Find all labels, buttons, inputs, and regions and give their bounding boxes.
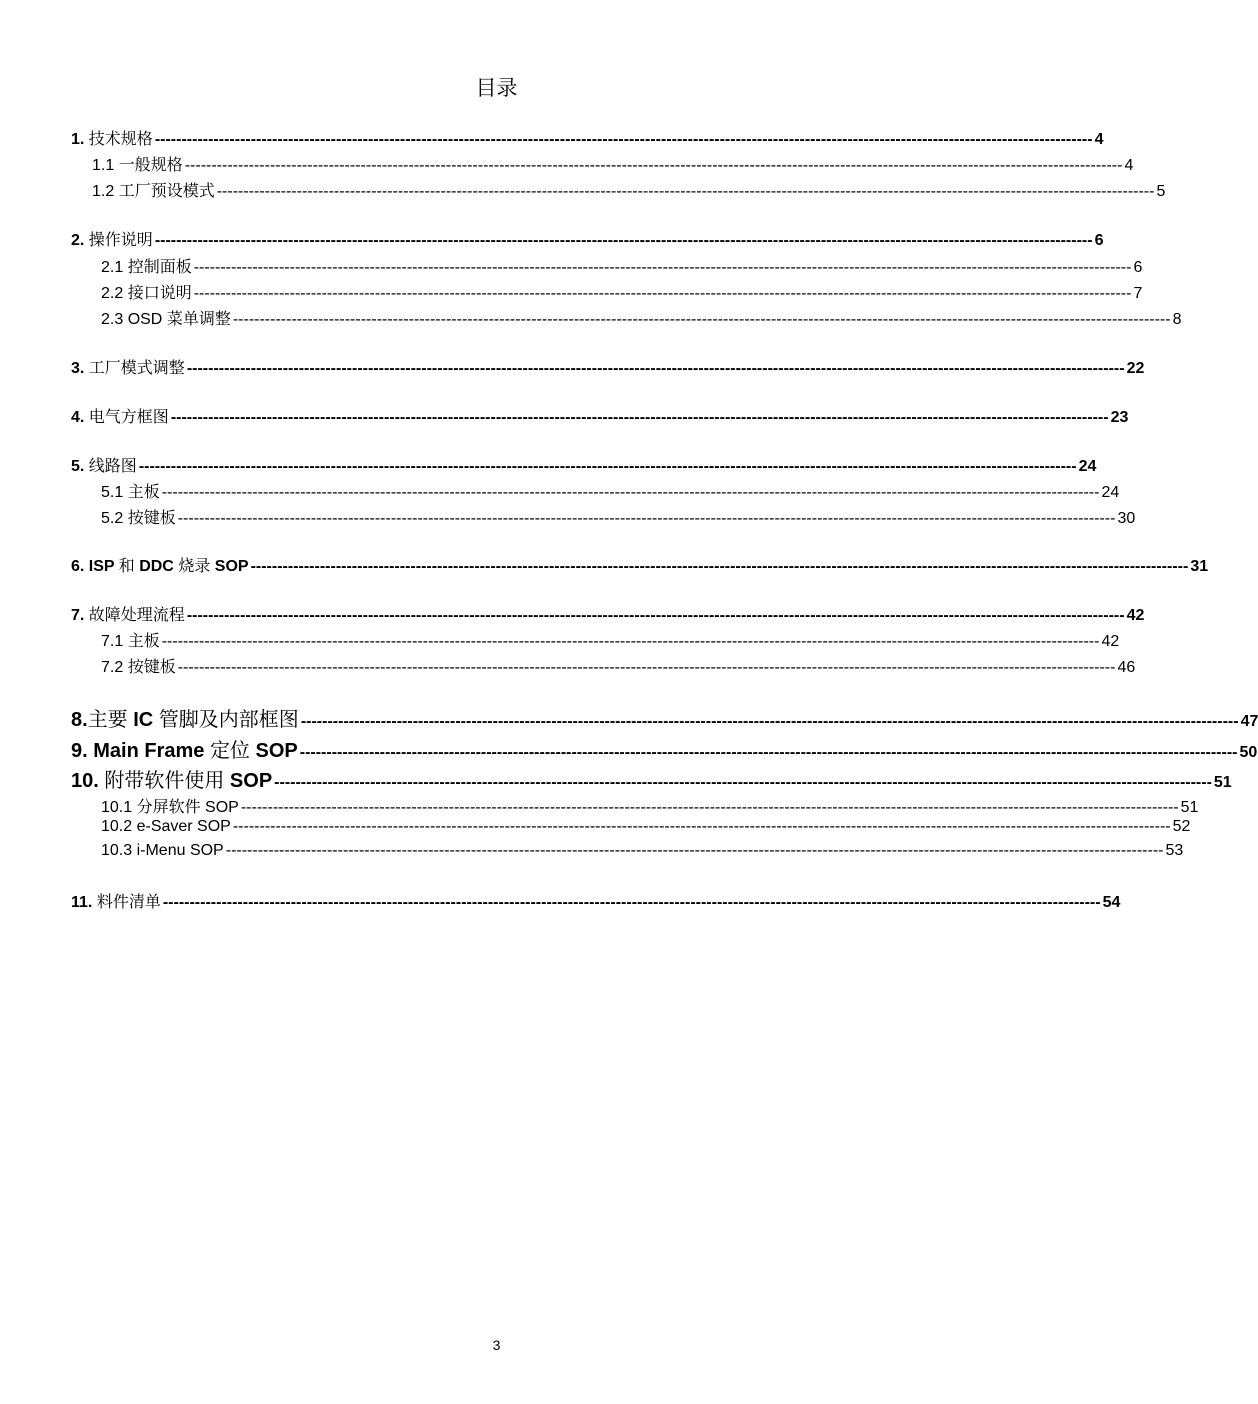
leader-dots: --------------------------------------------------------------------------------------------------------------------------------------------------------------------------------	[177, 510, 1116, 527]
toc-entry[interactable]	[92, 178, 1166, 201]
leader-dots: --------------------------------------------------------------------------------------------------------------------------------------------------------------------------------	[170, 409, 1109, 426]
toc-entry[interactable]	[101, 818, 1191, 836]
leader-dots: --------------------------------------------------------------------------------------------------------------------------------------------------------------------------------	[186, 360, 1125, 377]
toc-entry-label-part: SOP	[200, 799, 239, 816]
toc-entry-label: 工厂模式调整	[88, 358, 185, 377]
toc-entry-label: 按键板	[127, 508, 176, 527]
toc-entry[interactable]	[101, 505, 1136, 528]
toc-entry-page: 46	[1117, 659, 1136, 676]
toc-entry[interactable]	[71, 227, 1104, 250]
toc-entry-number: 5.	[71, 458, 89, 475]
leader-dots: --------------------------------------------------------------------------------------------------------------------------------------------------------------------------------	[186, 607, 1125, 624]
leader-dots: --------------------------------------------------------------------------------------------------------------------------------------------------------------------------------	[250, 558, 1189, 575]
toc-entry-label: 主板	[127, 631, 160, 650]
toc-entry[interactable]	[71, 703, 1258, 732]
toc-entry-label: 电气方框图	[88, 407, 169, 426]
leader-dots: --------------------------------------------------------------------------------------------------------------------------------------------------------------------------------	[299, 744, 1238, 761]
toc-entry-page: 42	[1126, 607, 1145, 624]
toc-entry-label: 一般规格	[118, 155, 183, 174]
toc-entry-label: 附带软件使用	[104, 768, 225, 792]
toc-entry-number: 1.	[71, 131, 89, 148]
toc-entry-page: 7	[1133, 285, 1143, 302]
toc-entry-label-part: SOP	[249, 740, 298, 762]
toc-entry-label: 分屏软件	[136, 797, 201, 816]
leader-dots: --------------------------------------------------------------------------------------------------------------------------------------------------------------------------------	[232, 311, 1171, 328]
toc-entry-page: 53	[1165, 842, 1184, 859]
toc-entry[interactable]	[101, 842, 1184, 860]
toc-entry-number: 7.1	[101, 633, 128, 650]
toc-entry[interactable]	[71, 734, 1258, 763]
toc-entry-number: 6. ISP	[71, 558, 119, 575]
leader-dots: --------------------------------------------------------------------------------------------------------------------------------------------------------------------------------	[274, 774, 1212, 791]
toc-entry[interactable]	[71, 404, 1129, 427]
leader-dots: --------------------------------------------------------------------------------------------------------------------------------------------------------------------------------	[154, 232, 1093, 249]
toc-entry-page: 50	[1239, 744, 1258, 761]
toc-entry-label: 料件清单	[96, 892, 161, 911]
toc-entry[interactable]	[101, 654, 1136, 677]
toc-entry-number: 3.	[71, 360, 89, 377]
toc-entry-page: 6	[1094, 232, 1104, 249]
toc-entry-label-part: DDC	[134, 558, 179, 575]
toc-entry[interactable]	[101, 479, 1120, 502]
toc-entry-page: 22	[1126, 360, 1145, 377]
leader-dots: --------------------------------------------------------------------------------------------------------------------------------------------------------------------------------	[300, 713, 1239, 730]
toc-entry-page: 47	[1240, 713, 1258, 730]
toc-entry[interactable]	[101, 280, 1143, 303]
toc-entry-number: 7.2	[101, 659, 128, 676]
toc-entry-label-part: 烧录	[178, 556, 211, 575]
toc-entry[interactable]	[71, 126, 1104, 149]
toc-entry-page: 51	[1180, 799, 1199, 816]
toc-entry[interactable]	[101, 794, 1199, 817]
toc-entry-page: 6	[1133, 259, 1143, 276]
leader-dots: --------------------------------------------------------------------------------------------------------------------------------------------------------------------------------	[193, 259, 1132, 276]
toc-entry-page: 30	[1117, 510, 1136, 527]
toc-entry-label: 10.3 i-Menu SOP	[101, 842, 224, 859]
leader-dots: --------------------------------------------------------------------------------------------------------------------------------------------------------------------------------	[184, 157, 1123, 174]
toc-entry-page: 24	[1101, 484, 1120, 501]
toc-entry-number: 4.	[71, 409, 89, 426]
page-number: 3	[492, 1337, 501, 1353]
toc-entry-page: 4	[1094, 131, 1104, 148]
leader-dots: --------------------------------------------------------------------------------------------------------------------------------------------------------------------------------	[154, 131, 1093, 148]
toc-entry-number: 2.3 OSD	[101, 311, 167, 328]
toc-entry[interactable]	[71, 355, 1145, 378]
toc-entry-page: 8	[1172, 311, 1182, 328]
toc-entry-number: 5.2	[101, 510, 128, 527]
toc-entry-page: 42	[1101, 633, 1120, 650]
toc-entry-label: 工厂预设模式	[118, 181, 215, 200]
toc-entry[interactable]	[101, 306, 1182, 329]
toc-entry-number: 2.1	[101, 259, 128, 276]
leader-dots: --------------------------------------------------------------------------------------------------------------------------------------------------------------------------------	[138, 458, 1077, 475]
leader-dots: --------------------------------------------------------------------------------------------------------------------------------------------------------------------------------	[193, 285, 1132, 302]
toc-entry-number: 7.	[71, 607, 89, 624]
toc-entry-label-part: SOP	[224, 770, 273, 792]
toc-entry[interactable]	[71, 764, 1232, 793]
toc-entry-page: 5	[1156, 183, 1166, 200]
leader-dots: --------------------------------------------------------------------------------------------------------------------------------------------------------------------------------	[232, 818, 1171, 835]
toc-entry[interactable]	[71, 602, 1145, 625]
toc-entry-number: 2.2	[101, 285, 128, 302]
toc-entry-label: 线路图	[88, 456, 137, 475]
toc-entry-page: 54	[1102, 894, 1121, 911]
toc-entry-label: 操作说明	[88, 230, 153, 249]
toc-entry-label-part: 管脚及内部框图	[158, 707, 299, 731]
toc-entry-page: 24	[1078, 458, 1097, 475]
leader-dots: --------------------------------------------------------------------------------------------------------------------------------------------------------------------------------	[240, 799, 1179, 816]
toc-entry-label: 按键板	[127, 657, 176, 676]
toc-entry[interactable]	[71, 553, 1209, 576]
toc-entry-page: 23	[1110, 409, 1129, 426]
toc-entry-number: 1.1	[92, 157, 119, 174]
toc-entry-label: 故障处理流程	[88, 605, 185, 624]
toc-entry-page: 51	[1213, 774, 1232, 791]
toc-entry-label: 定位	[209, 738, 250, 762]
toc-entry-number: 10.	[71, 770, 105, 792]
toc-entry-page: 52	[1172, 818, 1191, 835]
toc-entry-number: 5.1	[101, 484, 128, 501]
toc-entry-label: 技术规格	[88, 129, 153, 148]
toc-entry-number: 1.2	[92, 183, 119, 200]
toc-entry-number: 9. Main Frame	[71, 740, 210, 762]
leader-dots: --------------------------------------------------------------------------------------------------------------------------------------------------------------------------------	[177, 659, 1116, 676]
toc-entry-label-part: IC	[127, 709, 159, 731]
toc-entry-number: 8.	[71, 709, 88, 731]
toc-entry[interactable]	[71, 889, 1121, 912]
leader-dots: --------------------------------------------------------------------------------------------------------------------------------------------------------------------------------	[161, 633, 1100, 650]
toc-entry-label: 控制面板	[127, 257, 192, 276]
leader-dots: --------------------------------------------------------------------------------------------------------------------------------------------------------------------------------	[161, 484, 1100, 501]
toc-entry-label: 菜单调整	[166, 309, 231, 328]
toc-entry-number: 10.1	[101, 799, 137, 816]
toc-entry-label-part: SOP	[210, 558, 249, 575]
toc-entry-page: 31	[1190, 558, 1209, 575]
toc-entry[interactable]	[71, 453, 1097, 476]
toc-entry-page: 4	[1124, 157, 1134, 174]
toc-entry-number: 11.	[71, 894, 97, 911]
page-title: 目录	[475, 76, 518, 100]
leader-dots: --------------------------------------------------------------------------------------------------------------------------------------------------------------------------------	[162, 894, 1101, 911]
toc-entry-label: 10.2 e-Saver SOP	[101, 818, 231, 835]
toc-entry-label: 主板	[127, 482, 160, 501]
leader-dots: --------------------------------------------------------------------------------------------------------------------------------------------------------------------------------	[225, 842, 1164, 859]
toc-entry-label: 主要	[87, 707, 128, 731]
toc-entry-number: 2.	[71, 232, 89, 249]
toc-entry[interactable]	[101, 628, 1120, 651]
toc-entry-label: 和	[118, 556, 135, 575]
toc-entry-label: 接口说明	[127, 283, 192, 302]
toc-entry[interactable]	[92, 152, 1134, 175]
leader-dots: --------------------------------------------------------------------------------------------------------------------------------------------------------------------------------	[216, 183, 1155, 200]
toc-entry[interactable]	[101, 254, 1143, 277]
